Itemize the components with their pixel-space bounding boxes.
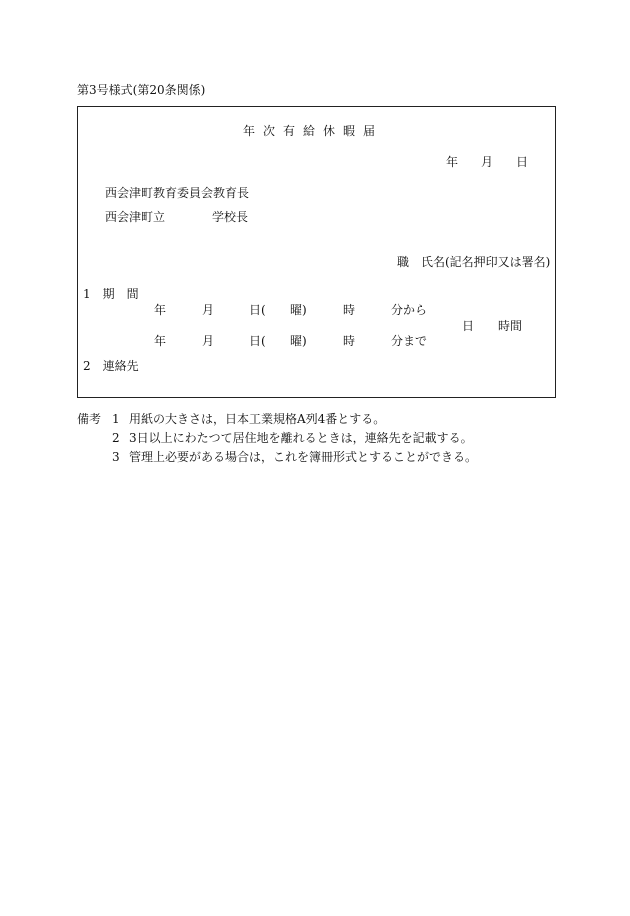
to-day-label: 日( xyxy=(249,334,266,348)
from-year-label: 年 xyxy=(154,303,167,317)
to-minute-label: 分まで xyxy=(391,334,428,348)
form-title: 年次有給休暇届 xyxy=(243,124,384,138)
addressee-school-prefix: 西会津町立 xyxy=(105,210,166,224)
date-month-label: 月 xyxy=(481,155,494,169)
duration-days-label: 日 xyxy=(462,319,475,333)
form-number-heading: 第3号様式(第20条関係) xyxy=(77,83,206,97)
applicant-name-label: 職 氏名(記名押印又は署名) xyxy=(397,255,551,269)
note-text: 用紙の大きさは，日本工業規格A列4番とする。 xyxy=(129,412,386,426)
to-hour-label: 時 xyxy=(343,334,356,348)
from-hour-label: 時 xyxy=(343,303,356,317)
form-box xyxy=(77,106,556,398)
to-month-label: 月 xyxy=(202,334,215,348)
contact-label: 2 連絡先 xyxy=(83,359,139,373)
to-weekday-label: 曜) xyxy=(290,334,307,348)
period-label: 1 期 間 xyxy=(83,287,139,301)
notes-label: 備考 xyxy=(77,412,102,426)
note-text: 管理上必要がある場合は，これを簿冊形式とすることができる。 xyxy=(129,450,478,464)
to-year-label: 年 xyxy=(154,334,167,348)
date-day-label: 日 xyxy=(516,155,529,169)
note-text: 3日以上にわたつて居住地を離れるときは，連絡先を記載する。 xyxy=(129,431,473,445)
from-day-label: 日( xyxy=(249,303,266,317)
from-minute-label: 分から xyxy=(391,303,428,317)
addressee-school-suffix: 学校長 xyxy=(212,210,249,224)
note-number: 1 xyxy=(112,412,120,426)
from-weekday-label: 曜) xyxy=(290,303,307,317)
date-year-label: 年 xyxy=(446,155,459,169)
note-number: 2 xyxy=(112,431,120,445)
note-number: 3 xyxy=(112,450,120,464)
from-month-label: 月 xyxy=(202,303,215,317)
addressee-line-1: 西会津町教育委員会教育長 xyxy=(105,186,250,200)
duration-hours-label: 時間 xyxy=(498,319,523,333)
